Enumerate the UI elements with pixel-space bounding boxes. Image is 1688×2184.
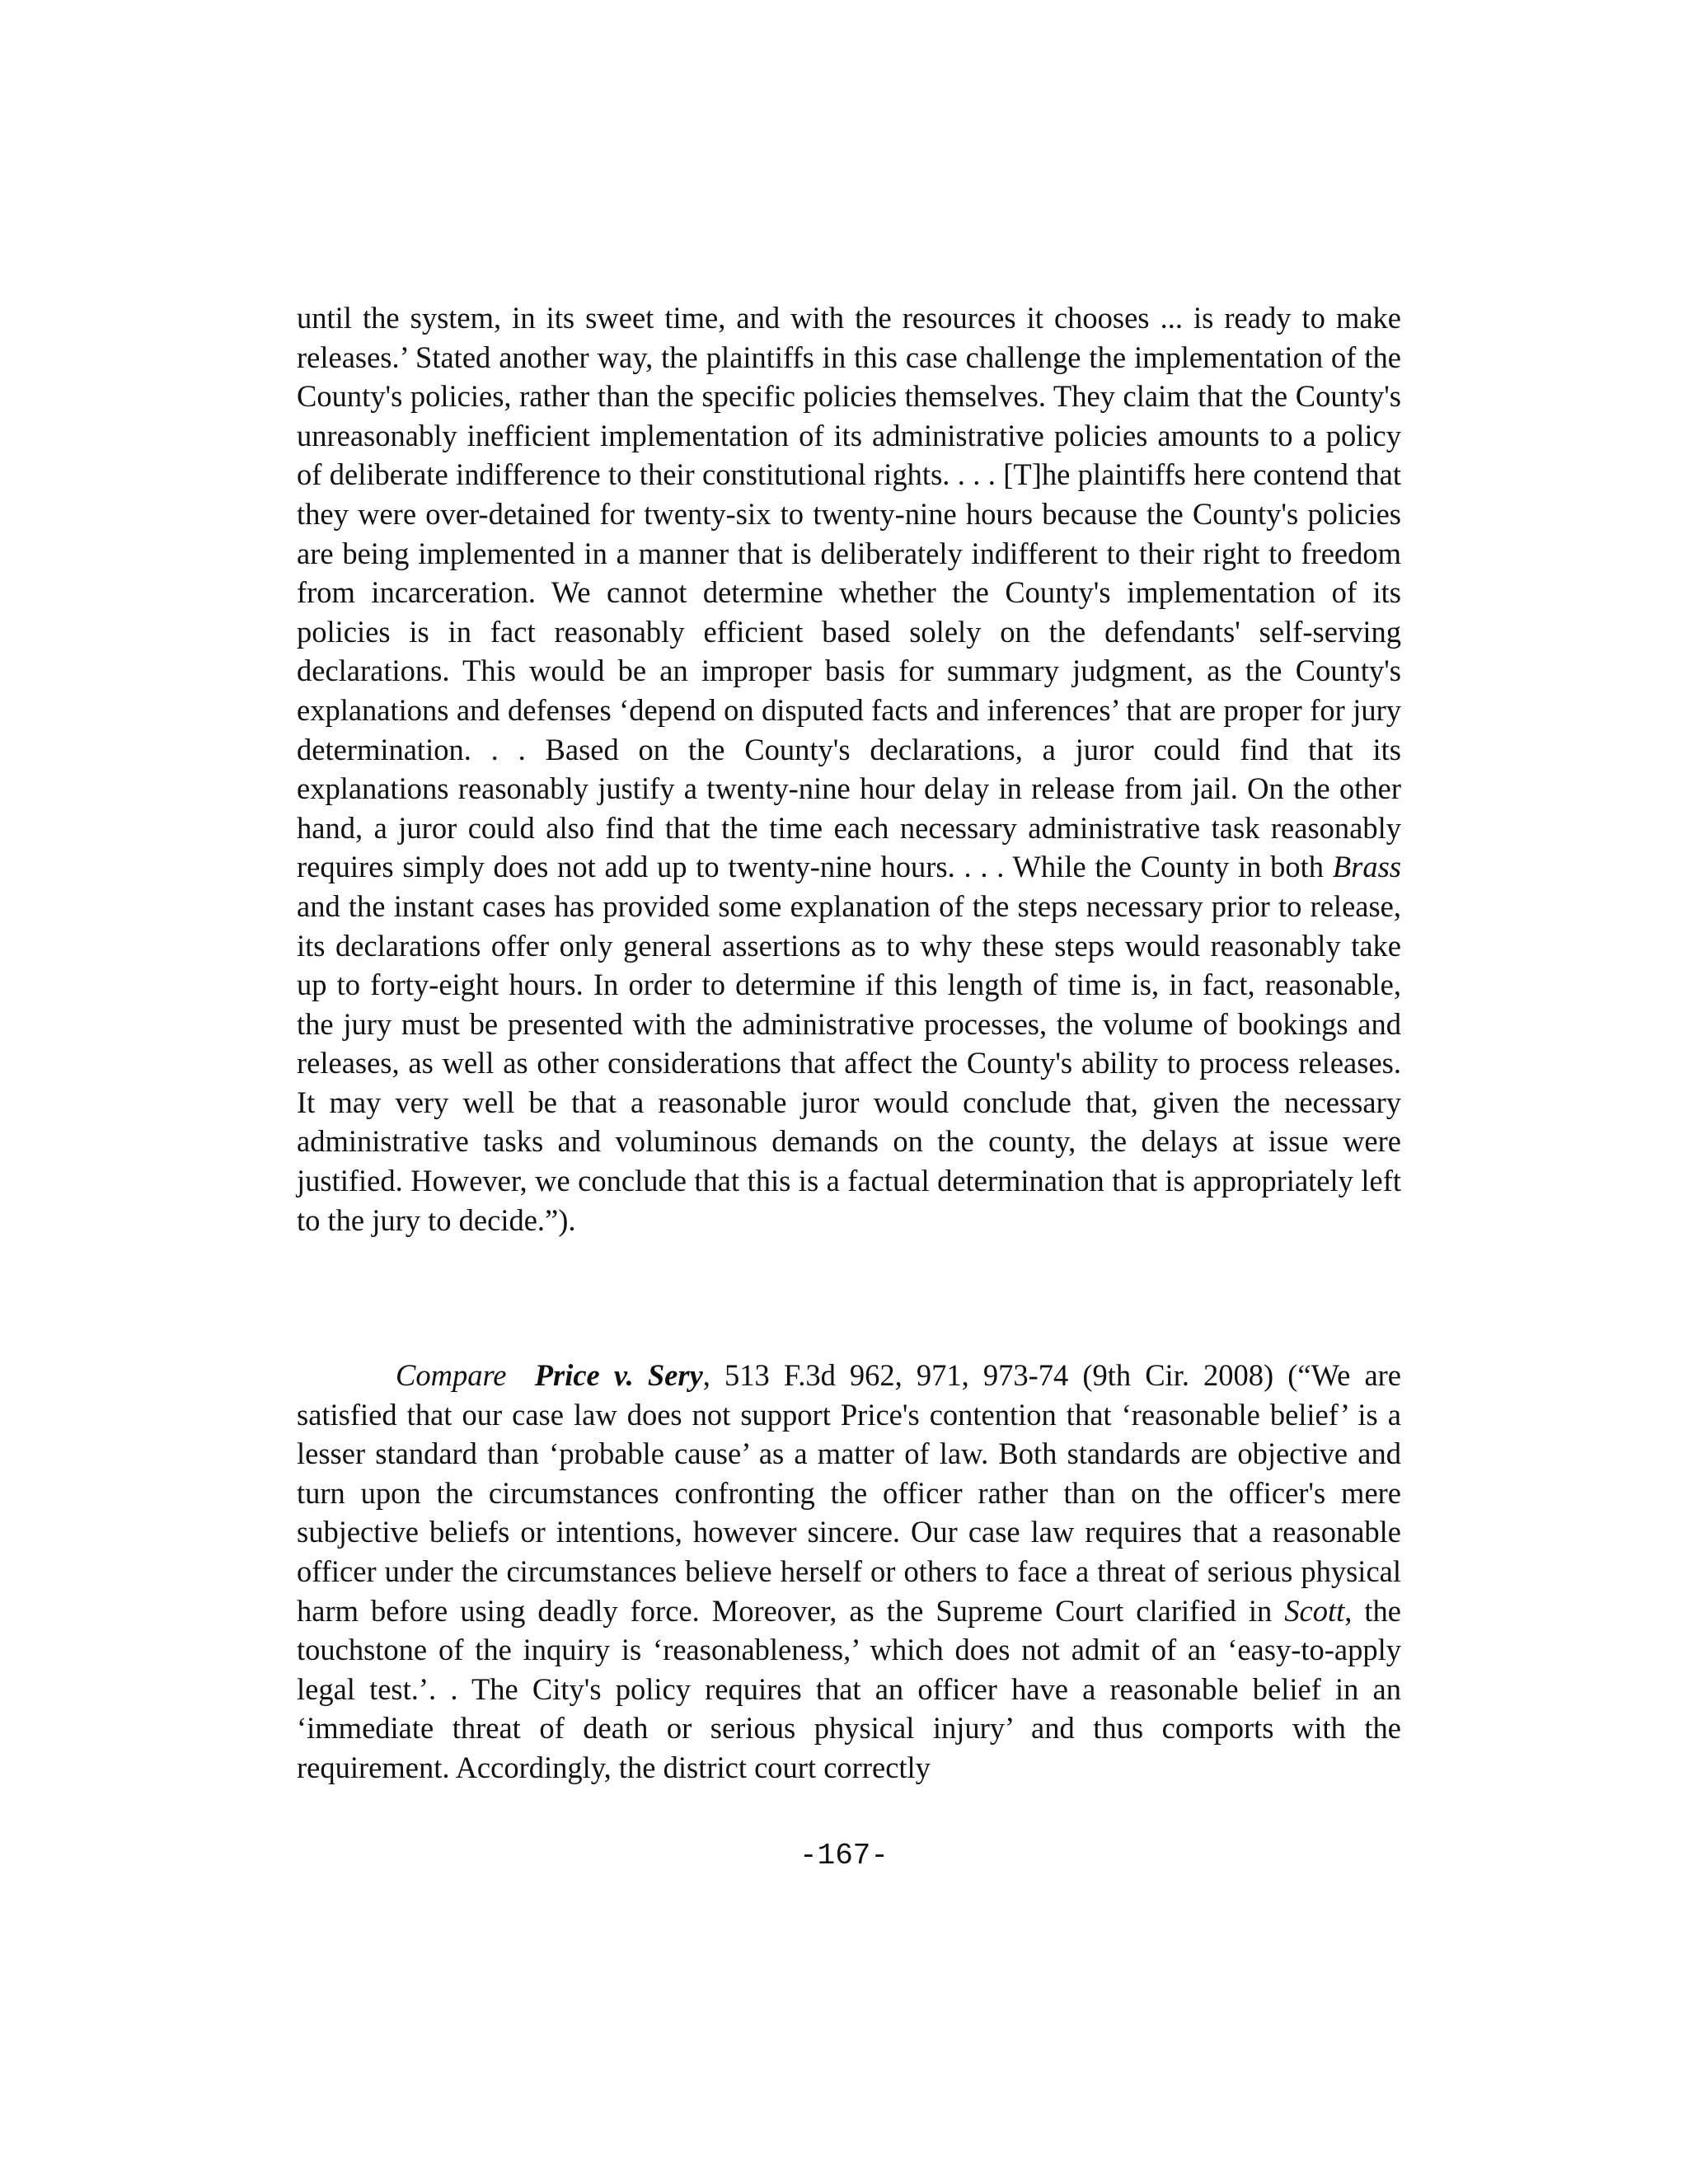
- citation-text: , the touchstone of the inquiry is ‘reasonableness,’ which does not admit of an ‘easy-to-apply legal test.’. . The City's policy requires that an officer have a reasonable belief in an ‘immediate threat of death or serious physical injury’ and thus comports with the requirement. Accordingly, the district court correctly: [297, 1593, 1401, 1784]
- page-number: -167-: [799, 1839, 889, 1872]
- case-name-bold-italic: Price v. Sery: [534, 1358, 703, 1392]
- paragraph-text: and the instant cases has provided some explanation of the steps necessary prior to release, its declarations offer only general assertions as to why these steps would reasonably take up to forty-eight hours. In order to determine if this length of time is, in fact, reasonable, the jury must be presented with the administrative processes, the volume of bookings and releases, as well as other considerations that affect the County's ability to process releases. It may very well be that a reasonable juror would conclude that, given the necessary administrative tasks and voluminous demands on the county, the delays at issue were justified. However, we conclude that this is a factual determination that is appropriately left to the jury to decide.”).: [297, 888, 1401, 1237]
- citation-text: , 513 F.3d 962, 971, 973-74 (9th Cir. 2008) (“We are satisfied that our case law does not support Price's contention that ‘reasonable belief’ is a lesser standard than ‘probable cause’ as a matter of law. Both standards are objective and turn upon the circumstances confronting the officer rather than on the officer's mere subjective beliefs or intentions, however sincere. Our case law requires that a reasonable officer under the circumstances believe herself or others to face a threat of serious physical harm before using deadly force. Moreover, as the Supreme Court clarified in: [297, 1358, 1402, 1628]
- case-name-italic: Brass: [1332, 850, 1401, 884]
- citation-signal: Compare: [396, 1358, 507, 1392]
- case-name-italic: Scott: [1284, 1593, 1345, 1628]
- paragraph-text: until the system, in its sweet time, and with the resources it chooses ... is ready to make releases.’ Stated another way, the plaintiffs in this case challenge the implementation of the County's policies, rather than the specific policies themselves. They claim that the County's unreasonably inefficient implementation of its administrative policies amounts to a policy of deliberate indifference to their constitutional rights. . . . [T]he plaintiffs here contend that they were over-detained for twenty-six to twenty-nine hours because the County's policies are being implemented in a manner that is deliberately indifferent to their right to freedom from incarceration. We cannot determine whether the County's implementation of its policies is in fact reasonably efficient based solely on the defendants' self-serving declarations. This would be an improper basis for summary judgment, as the County's explanations and defenses ‘depend on disputed facts and inferences’ that are proper for jury determination. . . Based on the County's declarations, a juror could find that its explanations reasonably justify a twenty-nine hour delay in release from jail. On the other hand, a juror could also find that the time each necessary administrative task reasonably requires simply does not add up to twenty-nine hours. . . . While the County in both: [297, 301, 1401, 884]
- paragraph-continued-quote: [297, 298, 1401, 1240]
- paragraph-compare-citation: [297, 1356, 1401, 1788]
